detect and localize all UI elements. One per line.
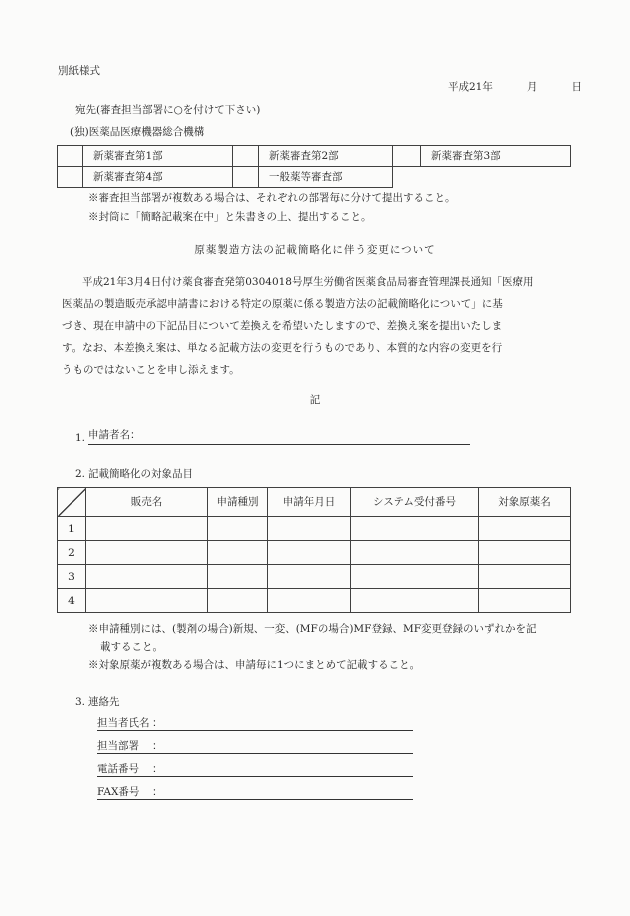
section3-label: 連絡先 xyxy=(88,696,120,708)
empty-cell[interactable] xyxy=(268,589,351,613)
empty-cell[interactable] xyxy=(208,589,268,613)
item-row xyxy=(58,541,571,565)
form-label: 別紙様式 xyxy=(58,65,100,77)
day-label: 日 xyxy=(571,81,582,93)
recipient-line: 宛先(審査担当部署に○を付けて下さい) xyxy=(75,104,261,116)
dept-row-2 xyxy=(58,167,571,188)
contact-label: FAX番号 xyxy=(97,786,140,798)
empty-cell[interactable] xyxy=(351,541,479,565)
item-row xyxy=(58,517,571,541)
dept-notes xyxy=(88,189,456,226)
section3-heading xyxy=(75,695,120,709)
empty-cell[interactable] xyxy=(479,517,571,541)
organization-line: (独)医薬品医療機器総合機構 xyxy=(70,126,205,138)
empty-cell[interactable] xyxy=(268,517,351,541)
section2-number: 2. xyxy=(75,468,86,480)
applicant-row xyxy=(75,429,470,445)
empty-cell[interactable] xyxy=(268,565,351,589)
body-line: うものではないことを申し添えます。 xyxy=(62,364,240,376)
item-notes xyxy=(88,620,537,674)
empty-cell[interactable] xyxy=(86,541,208,565)
contact-label: 担当部署 xyxy=(97,740,139,752)
ki-mark: 記 xyxy=(309,394,321,406)
empty-cell[interactable] xyxy=(351,517,479,541)
header-cell: 申請種別 xyxy=(208,488,268,517)
row-number-cell: 1 xyxy=(58,517,86,541)
contact-label: 担当者氏名 xyxy=(97,717,150,729)
dept-name-cell: 新薬審査第4部 xyxy=(83,167,233,188)
body-line: 医薬品の製造販売承認申請書における特定の原薬に係る製造方法の記載簡略化について」に基 xyxy=(62,298,503,310)
contact-fields xyxy=(97,708,413,800)
circle-mark-cell[interactable] xyxy=(58,146,83,167)
empty-cell[interactable] xyxy=(208,541,268,565)
header-cell: 申請年月日 xyxy=(268,488,351,517)
contact-label: 電話番号 xyxy=(97,763,139,775)
date-line xyxy=(448,80,582,94)
document-title: 原薬製造方法の記載簡略化に伴う変更について xyxy=(194,244,436,256)
body-line: 平成21年3月4日付け薬食審査発第0304018号厚生労働省医薬食品局審査管理課長通知「医療用 xyxy=(82,276,534,288)
item-note: ※申請種別には、(製剤の場合)新規、一変、(MFの場合)MF登録、MF変更登録のいずれかを記 xyxy=(88,623,537,635)
contact-row xyxy=(97,731,413,754)
diagonal-corner-cell xyxy=(58,488,86,517)
item-table-header xyxy=(58,488,571,517)
contact-row xyxy=(97,754,413,777)
era-year: 平成21年 xyxy=(448,81,493,93)
circle-mark-cell[interactable] xyxy=(233,167,259,188)
item-table xyxy=(57,487,571,613)
applicant-name-field[interactable] xyxy=(88,428,470,445)
body-line: づき、現在申請中の下記品目について差換えを希望いたしますので、差換え案を提出いたしま xyxy=(62,320,503,332)
contact-row xyxy=(97,777,413,800)
header-cell: 販売名 xyxy=(86,488,208,517)
item-note: ※対象原薬が複数ある場合は、申請毎に1つにまとめて記載すること。 xyxy=(88,659,421,671)
contact-colon: ： xyxy=(152,763,163,775)
section2-label: 記載簡略化の対象品目 xyxy=(88,468,193,480)
blank-area xyxy=(421,167,571,188)
empty-cell[interactable] xyxy=(479,541,571,565)
row-number-cell: 3 xyxy=(58,565,86,589)
month-label: 月 xyxy=(526,81,538,93)
empty-cell[interactable] xyxy=(351,589,479,613)
empty-cell[interactable] xyxy=(208,517,268,541)
empty-cell[interactable] xyxy=(86,517,208,541)
circle-mark-cell[interactable] xyxy=(58,167,83,188)
dept-note: ※封筒に「簡略記載案在中」と朱書きの上、提出すること。 xyxy=(88,210,372,223)
dept-name-cell: 新薬審査第2部 xyxy=(259,146,393,167)
row-number-cell: 4 xyxy=(58,589,86,613)
dept-name-cell: 一般薬等審査部 xyxy=(259,167,393,188)
contact-row xyxy=(97,708,413,731)
row-number-cell: 2 xyxy=(58,541,86,565)
body-paragraph xyxy=(62,271,582,381)
body-line: す。なお、本差換え案は、単なる記載方法の変更を行うものであり、本質的な内容の変更を行 xyxy=(62,342,503,354)
circle-mark-cell[interactable] xyxy=(233,146,259,167)
section1-number: 1. xyxy=(75,432,86,444)
header-cell: システム受付番号 xyxy=(351,488,479,517)
contact-colon: ： xyxy=(152,786,163,798)
dept-note: ※審査担当部署が複数ある場合は、それぞれの部署毎に分けて提出すること。 xyxy=(88,192,456,204)
header-cell: 対象原薬名 xyxy=(479,488,571,517)
empty-cell[interactable] xyxy=(208,565,268,589)
dept-name-cell: 新薬審査第3部 xyxy=(421,146,571,167)
dept-row-1 xyxy=(58,146,571,167)
empty-cell[interactable] xyxy=(268,541,351,565)
dept-name-cell: 新薬審査第1部 xyxy=(83,146,233,167)
item-note-continuation: 載すること。 xyxy=(100,641,163,653)
item-row xyxy=(58,589,571,613)
empty-cell[interactable] xyxy=(86,565,208,589)
blank-area xyxy=(393,167,421,188)
circle-mark-cell[interactable] xyxy=(393,146,421,167)
contact-colon: ： xyxy=(152,717,163,729)
section2-heading xyxy=(75,467,193,481)
contact-colon: ： xyxy=(152,740,163,752)
empty-cell[interactable] xyxy=(479,565,571,589)
item-row xyxy=(58,565,571,589)
empty-cell[interactable] xyxy=(351,565,479,589)
applicant-label: 申請者名： xyxy=(88,429,141,441)
section3-number: 3. xyxy=(75,696,86,708)
empty-cell[interactable] xyxy=(86,589,208,613)
empty-cell[interactable] xyxy=(479,589,571,613)
dept-select-table xyxy=(57,145,571,188)
